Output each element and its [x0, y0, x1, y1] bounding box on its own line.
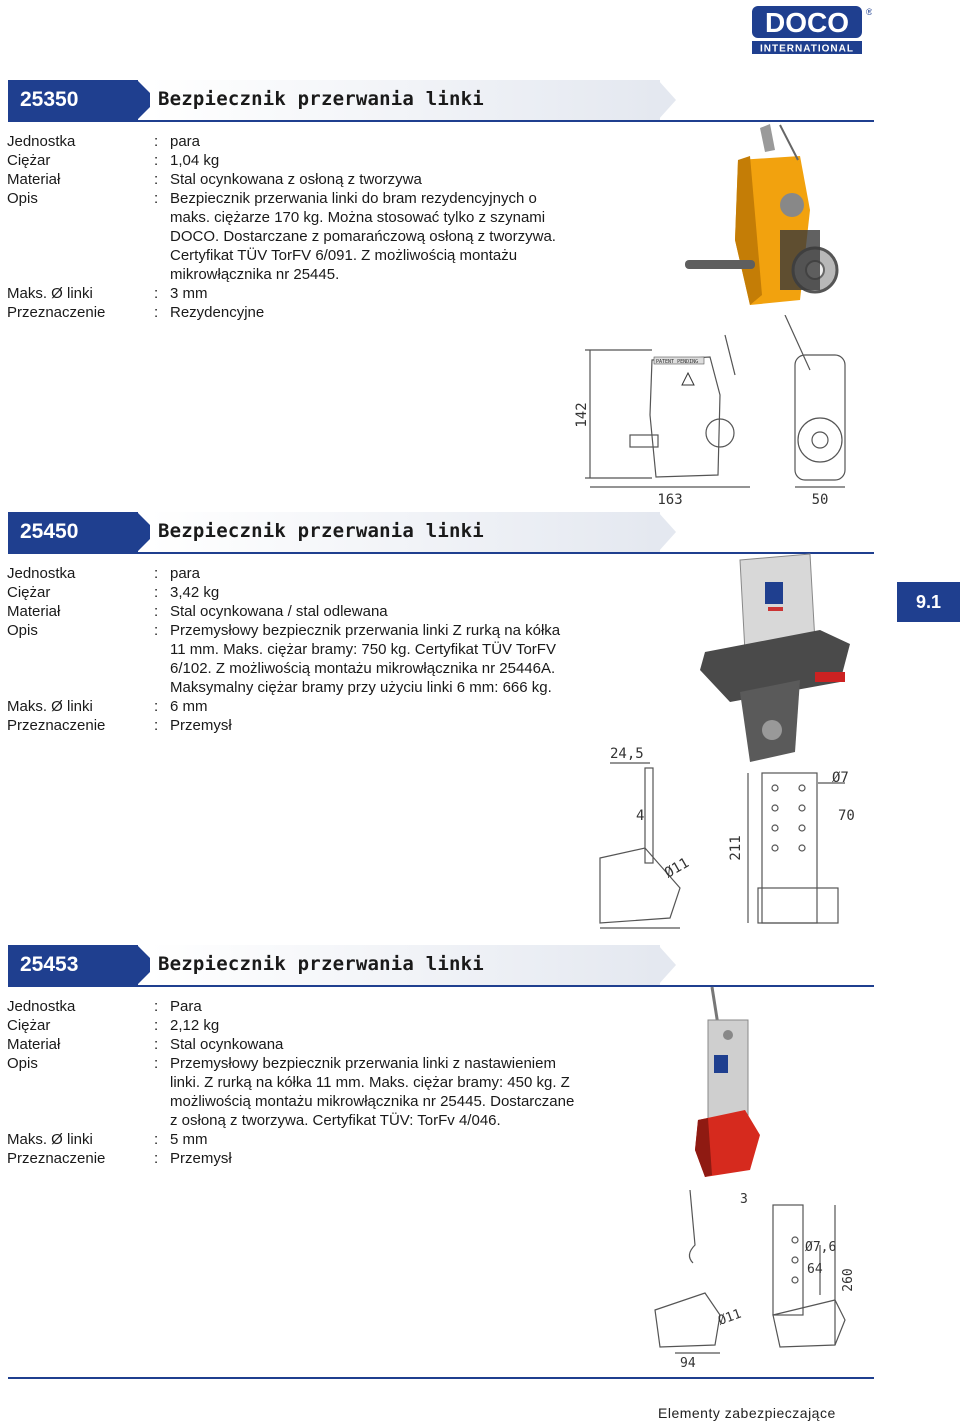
spec-value: Stal ocynkowana z osłoną z tworzywa: [170, 171, 422, 188]
spec-value: Przemysł: [170, 717, 232, 734]
spec-label: Opis: [7, 622, 38, 639]
footer-rule: [8, 1377, 874, 1379]
spec-value: Stal ocynkowana: [170, 1036, 284, 1053]
spec-label: Opis: [7, 1055, 38, 1072]
spec-value: Stal ocynkowana / stal odlewana: [170, 603, 388, 620]
dim-211: 211: [728, 835, 744, 861]
spec-row: Maks. Ø linki : 5 mm: [7, 1130, 597, 1149]
spec-label: Przeznaczenie: [7, 304, 106, 321]
spec-label: Maks. Ø linki: [7, 285, 93, 302]
dim-94: 94: [680, 1356, 696, 1370]
product-number: 25350: [8, 80, 138, 120]
logo-brand: DOCO: [765, 7, 849, 38]
spec-value: Przemysłowy bezpiecznik przerwania linki z nastawieniem linki. Z rurką na kółka 11 mm. Maks. ciężar bramy: 450 kg. Z możliwością montażu mikrowłącznika nr 25445. Dostarczane z osłoną z tworzywa. Certyfikat TÜV: TorFv 4/046.: [170, 1055, 575, 1129]
spec-row: Maks. Ø linki : 3 mm: [7, 284, 597, 303]
spec-list: [7, 564, 597, 735]
logo-registered: ®: [866, 7, 872, 17]
spec-row: Opis : Przemysłowy bezpiecznik przerwania linki z nastawieniem linki. Z rurką na kółka 11 mm. Maks. ciężar bramy: 450 kg. Z możliwością montażu mikrowłącznika nr 25445. Dostarczane z osłoną z tworzywa. Certyfikat TÜV: TorFv 4/046.: [7, 1054, 597, 1130]
spec-value: Bezpiecznik przerwania linki do bram rezydencyjnych o maks. ciężarze 170 kg. Można stosować tylko z szynami DOCO. Dostarczane z pomarańczową osłoną z tworzywa. Certyfikat TÜV TorFV 6/091. Z możliwością montażu mikrowłącznika nr 25445.: [170, 190, 556, 283]
spec-row: Przeznaczenie : Przemysł: [7, 1149, 597, 1168]
spec-value: 1,04 kg: [170, 152, 220, 169]
dim-o11: Ø11: [716, 1306, 744, 1329]
product-photo-25350: [680, 120, 880, 320]
dim-24-5: 24,5: [610, 746, 644, 762]
spec-label: Jednostka: [7, 565, 76, 582]
product-photo-25453: [690, 985, 810, 1185]
dim-64: 64: [807, 1262, 823, 1277]
spec-row: Jednostka : para: [7, 132, 597, 151]
product-title: Bezpiecznik przerwania linki: [158, 88, 484, 110]
product-header: [0, 512, 880, 552]
spec-value: 6 mm: [170, 698, 208, 715]
spec-label: Ciężar: [7, 152, 51, 169]
product-title: Bezpiecznik przerwania linki: [158, 520, 484, 542]
dim-260: 260: [841, 1268, 856, 1292]
product-25450: [0, 512, 880, 734]
dim-width: 163: [657, 492, 683, 508]
spec-label: Ciężar: [7, 584, 51, 601]
spec-row: Jednostka : para: [7, 564, 597, 583]
dim-o7-6: Ø7,6: [805, 1240, 837, 1255]
spec-label: Materiał: [7, 603, 61, 620]
product-25453: [0, 945, 880, 1167]
spec-row: Jednostka : Para: [7, 997, 597, 1016]
spec-row: Opis : Przemysłowy bezpiecznik przerwania linki Z rurką na kółka 11 mm. Maks. ciężar bramy: 750 kg. Certyfikat TÜV TorFV 6/102. Z możliwością montażu mikrowłącznika nr 25446A. Maksymalny ciężar bramy przy użyciu linki 6 mm: 666 kg.: [7, 621, 597, 697]
label-plate: PATENT PENDING: [656, 359, 699, 365]
title-tail: [658, 80, 676, 120]
product-number: 25453: [8, 945, 138, 985]
technical-drawing-25350: [570, 315, 870, 510]
chapter-tab: 9.1: [897, 582, 960, 622]
spec-label: Materiał: [7, 1036, 61, 1053]
logo-sub: INTERNATIONAL: [760, 43, 854, 55]
spec-value: para: [170, 565, 201, 582]
spec-row: Przeznaczenie : Rezydencyjne: [7, 303, 597, 322]
dim-o11: Ø11: [662, 854, 692, 882]
spec-value: 3 mm: [170, 285, 208, 302]
dim-depth: 50: [811, 492, 829, 508]
spec-row: Ciężar : 1,04 kg: [7, 151, 597, 170]
spec-value: para: [170, 133, 201, 150]
spec-label: Jednostka: [7, 133, 76, 150]
spec-value: Przemysł: [170, 1150, 232, 1167]
spec-row: Materiał : Stal ocynkowana: [7, 1035, 597, 1054]
spec-value: Rezydencyjne: [170, 304, 265, 321]
title-tail: [658, 945, 676, 985]
technical-drawing-25453: [645, 1185, 865, 1370]
spec-label: Ciężar: [7, 1017, 51, 1034]
spec-label: Opis: [7, 190, 38, 207]
spec-value: Para: [170, 998, 202, 1015]
footer-text: Elementy zabezpieczające: [658, 1405, 836, 1421]
spec-list: [7, 132, 597, 322]
spec-list: [7, 997, 597, 1168]
spec-row: Maks. Ø linki : 6 mm: [7, 697, 597, 716]
spec-label: Jednostka: [7, 998, 76, 1015]
spec-row: Przeznaczenie : Przemysł: [7, 716, 597, 735]
title-tail: [658, 512, 676, 552]
spec-value: Przemysłowy bezpiecznik przerwania linki Z rurką na kółka 11 mm. Maks. ciężar bramy: 750 kg. Certyfikat TÜV TorFV 6/102. Z możliwością montażu mikrowłącznika nr 25446A. Maksymalny ciężar bramy przy użyciu linki 6 mm: 666 kg.: [170, 622, 561, 696]
dim-o7: Ø7: [832, 770, 849, 786]
spec-label: Maks. Ø linki: [7, 1131, 93, 1148]
spec-row: Materiał : Stal ocynkowana / stal odlewana: [7, 602, 597, 621]
spec-value: 3,42 kg: [170, 584, 220, 601]
spec-label: Materiał: [7, 171, 61, 188]
spec-label: Przeznaczenie: [7, 717, 106, 734]
spec-label: Maks. Ø linki: [7, 698, 93, 715]
product-header: [0, 945, 880, 985]
technical-drawing-25450: [590, 738, 870, 938]
spec-label: Przeznaczenie: [7, 1150, 106, 1167]
dim-height: 142: [574, 402, 590, 428]
spec-row: Materiał : Stal ocynkowana z osłoną z tworzywa: [7, 170, 597, 189]
doco-logo: [750, 4, 872, 56]
spec-row: Opis : Bezpiecznik przerwania linki do bram rezydencyjnych o maks. ciężarze 170 kg. Można stosować tylko z szynami DOCO. Dostarczane z pomarańczową osłoną z tworzywa. Certyfikat TÜV TorFV 6/091. Z możliwością montażu mikrowłącznika nr 25445.: [7, 189, 597, 284]
spec-row: Ciężar : 2,12 kg: [7, 1016, 597, 1035]
product-25350: [0, 80, 880, 321]
spec-value: 5 mm: [170, 1131, 208, 1148]
dim-70: 70: [838, 808, 855, 824]
product-header: [0, 80, 880, 120]
spec-value: 2,12 kg: [170, 1017, 220, 1034]
spec-row: Ciężar : 3,42 kg: [7, 583, 597, 602]
product-title: Bezpiecznik przerwania linki: [158, 953, 484, 975]
product-number: 25450: [8, 512, 138, 552]
dim-4: 4: [636, 808, 645, 824]
dim-3: 3: [740, 1192, 748, 1207]
